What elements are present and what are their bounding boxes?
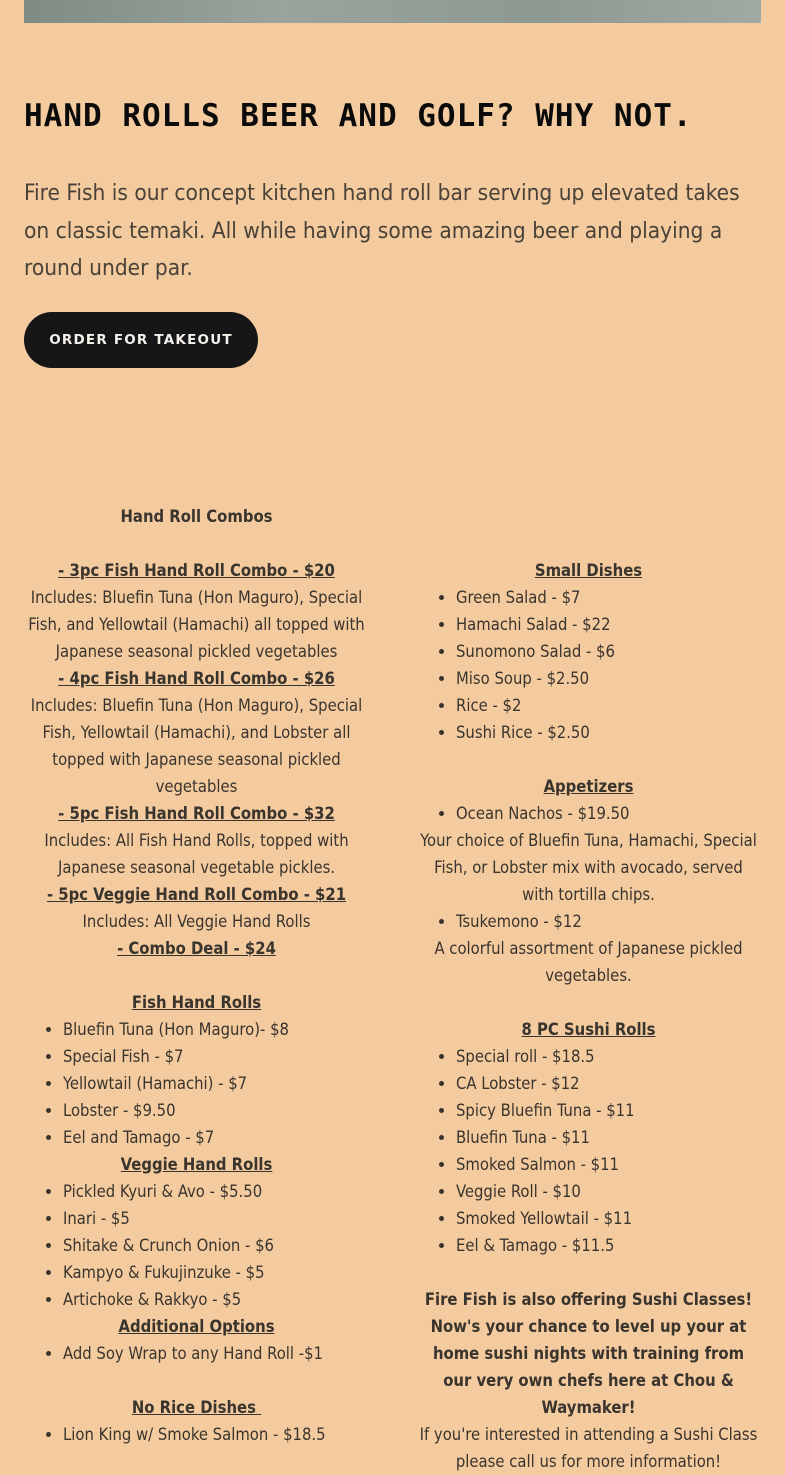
hero-image [24, 0, 761, 23]
menu-item: • Smoked Yellowtail - $11 [456, 1205, 760, 1232]
menu-item: • Lion King w/ Smoke Salmon - $18.5 [63, 1421, 369, 1448]
menu-item: • Tsukemono - $12 [456, 908, 760, 935]
menu-item: • Eel and Tamago - $7 [63, 1124, 369, 1151]
veggie-hand-rolls-heading: Veggie Hand Rolls [120, 1155, 273, 1174]
menu-item: • Green Salad - $7 [456, 584, 760, 611]
fish-hand-rolls-list [24, 1016, 369, 1151]
intro-paragraph: Fire Fish is our concept kitchen hand roll bar serving up elevated takes on classic temaki. All while having some amazing beer and playing a round under par. [24, 180, 740, 281]
menu-item: • Add Soy Wrap to any Hand Roll -$1 [63, 1340, 369, 1367]
appetizer-description: A colorful assortment of Japanese pickled vegetables. [434, 939, 743, 985]
additional-options-list [24, 1340, 369, 1367]
appetizer-description: Your choice of Bluefin Tuna, Hamachi, Special Fish, or Lobster mix with avocado, served with tortilla chips. [420, 831, 757, 904]
combo-description: Includes: All Veggie Hand Rolls [82, 912, 311, 931]
spacer [417, 530, 760, 557]
additional-options-heading: Additional Options [118, 1317, 275, 1336]
no-rice-dishes-list [24, 1421, 369, 1448]
spacer [24, 962, 369, 989]
veggie-hand-rolls-list [24, 1178, 369, 1313]
sushi-classes-heading: Fire Fish is also offering Sushi Classes! [424, 1290, 753, 1309]
combo-title: - 5pc Fish Hand Roll Combo - $32 [58, 804, 335, 823]
appetizers-list [417, 908, 760, 935]
combo-title: - Combo Deal - $24 [117, 939, 276, 958]
menu-item: • Spicy Bluefin Tuna - $11 [456, 1097, 760, 1124]
menu-item: • Inari - $5 [63, 1205, 369, 1232]
menu-item: • Yellowtail (Hamachi) - $7 [63, 1070, 369, 1097]
combo-title: - 3pc Fish Hand Roll Combo - $20 [58, 561, 335, 580]
small-dishes-heading: Small Dishes [534, 561, 643, 580]
sushi-classes-promo: Now's your chance to level up your at home sushi nights with training from our very own chefs here at Chou & Waymaker! [430, 1317, 747, 1417]
menu-item: • Hamachi Salad - $22 [456, 611, 760, 638]
menu-right-column [417, 503, 760, 1475]
menu-item: • Special Fish - $7 [63, 1043, 369, 1070]
spacer [417, 989, 760, 1016]
sushi-rolls-list [417, 1043, 760, 1259]
menu-item: • Shitake & Crunch Onion - $6 [63, 1232, 369, 1259]
menu-item: • Miso Soup - $2.50 [456, 665, 760, 692]
menu-item: • Pickled Kyuri & Avo - $5.50 [63, 1178, 369, 1205]
menu-item: • Veggie Roll - $10 [456, 1178, 760, 1205]
menu-item: • Sunomono Salad - $6 [456, 638, 760, 665]
menu-item: • Artichoke & Rakkyo - $5 [63, 1286, 369, 1313]
combo-title: - 5pc Veggie Hand Roll Combo - $21 [46, 885, 347, 904]
menu-item: • Rice - $2 [456, 692, 760, 719]
appetizers-list [417, 800, 760, 827]
order-for-takeout-button[interactable]: ORDER FOR TAKEOUT [24, 312, 258, 368]
menu-item: • Bluefin Tuna - $11 [456, 1124, 760, 1151]
spacer [417, 503, 760, 530]
menu-item: • Kampyo & Fukujinzuke - $5 [63, 1259, 369, 1286]
spacer [417, 746, 760, 773]
sushi-rolls-heading: 8 PC Sushi Rolls [521, 1020, 656, 1039]
combo-description: Includes: Bluefin Tuna (Hon Maguro), Special Fish, Yellowtail (Hamachi), and Lobster all topped with Japanese seasonal pickled vegetables [30, 696, 363, 796]
menu-item: • Eel & Tamago - $11.5 [456, 1232, 760, 1259]
combos-heading: Hand Roll Combos [120, 507, 273, 526]
spacer [24, 530, 369, 557]
combo-description: Includes: All Fish Hand Rolls, topped with Japanese seasonal vegetable pickles. [44, 831, 349, 877]
no-rice-dishes-heading: No Rice Dishes [131, 1398, 262, 1417]
page-headline: HAND ROLLS BEER AND GOLF? WHY NOT. [24, 98, 693, 134]
combo-description: Includes: Bluefin Tuna (Hon Maguro), Special Fish, and Yellowtail (Hamachi) all topped with Japanese seasonal pickled vegetables [28, 588, 365, 661]
menu-item: • Special roll - $18.5 [456, 1043, 760, 1070]
fish-hand-rolls-heading: Fish Hand Rolls [131, 993, 262, 1012]
menu-item: • Bluefin Tuna (Hon Maguro)- $8 [63, 1016, 369, 1043]
small-dishes-list [417, 584, 760, 746]
combo-title: - 4pc Fish Hand Roll Combo - $26 [58, 669, 335, 688]
menu-left-column [24, 503, 369, 1448]
menu-item: • Lobster - $9.50 [63, 1097, 369, 1124]
menu-item: • Sushi Rice - $2.50 [456, 719, 760, 746]
appetizers-heading: Appetizers [543, 777, 634, 796]
sushi-classes-info: If you're interested in attending a Sushi Class please call us for more information! [419, 1425, 758, 1471]
menu-item: • CA Lobster - $12 [456, 1070, 760, 1097]
menu-item: • Ocean Nachos - $19.50 [456, 800, 760, 827]
spacer [24, 1367, 369, 1394]
spacer [417, 1259, 760, 1286]
menu-item: • Smoked Salmon - $11 [456, 1151, 760, 1178]
